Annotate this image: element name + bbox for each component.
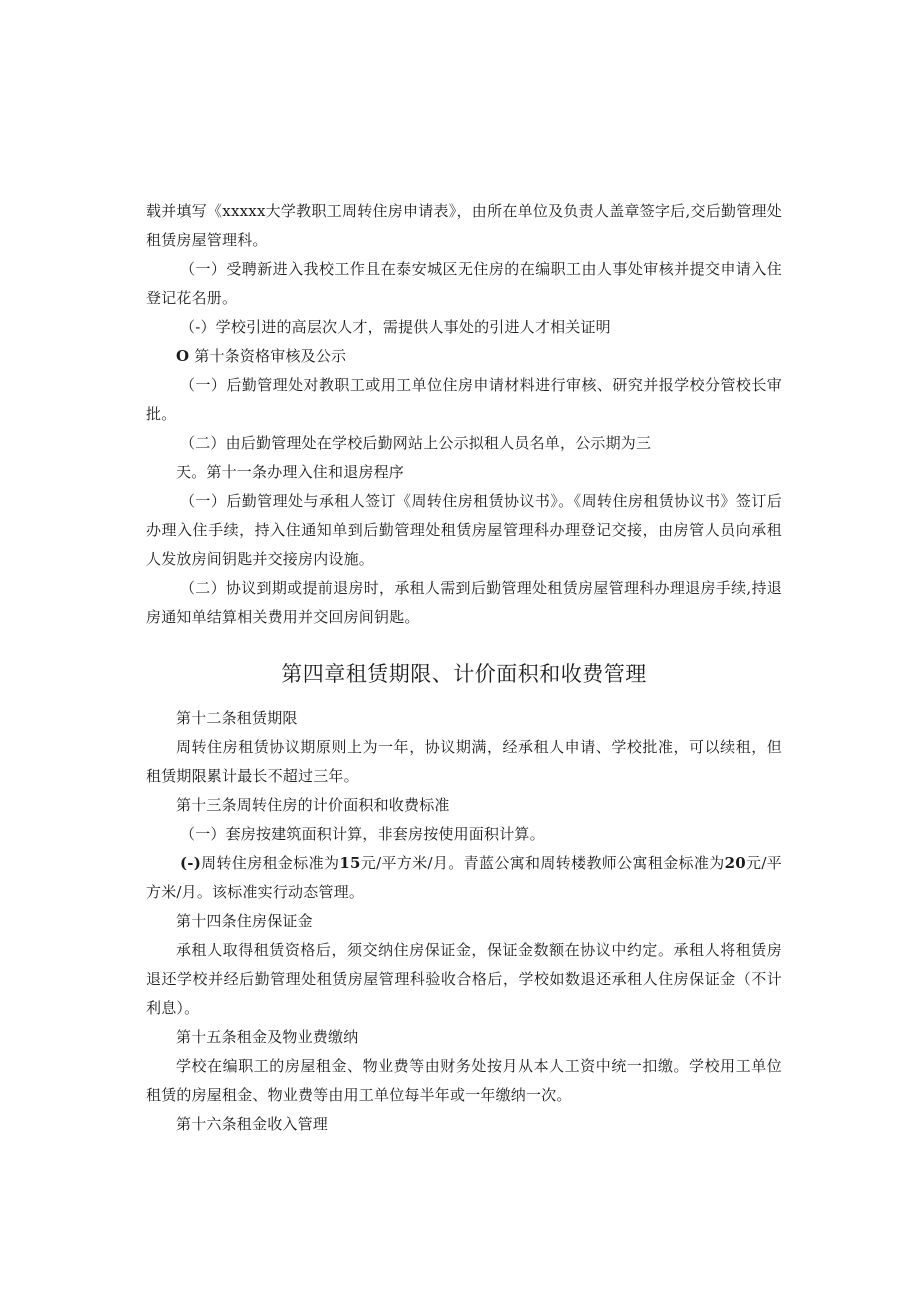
article-13-item-1: （一）套房按建筑面积计算，非套房按使用面积计算。 [180,825,545,843]
article-13-item-2 [146,849,782,907]
paragraph-publicity: （二）由后勤管理处在学校后勤网站上公示拟租人员名单，公示期为三 [180,434,652,452]
article-14-title: 第十四条住房保证金 [176,912,313,930]
paragraph-sign-agreement: （一）后勤管理处与承租人签订《周转住房租赁协议书》。《周转住房租赁协议书》签订后办理入住手续，持入住通知单到后勤管理处租赁房屋管理科办理登记交接，由房管人员向承租人发放房间钥匙并交接房内设施。 [146,492,782,568]
paragraph-new-staff: （一）受聘新进入我校工作且在泰安城区无住房的在编职工由人事处审核并提交申请入住登记花名册。 [146,260,782,307]
rent-rate-1: 15 [339,854,361,872]
stray-mark: O [176,347,190,365]
article-10-title [146,342,782,371]
item-2-text-2: 元/平方米/月。青蓝公寓和周转楼教师公寓租金标准为 [360,854,725,872]
paragraph-talent-proof: （-）学校引进的高层次人才，需提供人事处的引进人才相关证明 [180,318,611,336]
rent-rate-2: 20 [724,854,746,872]
article-12-body: 周转住房租赁协议期原则上为一年，协议期满，经承租人申请、学校批准，可以续租，但租赁期限累计最长不超过三年。 [146,738,782,785]
article-11-title: 天。第十一条办理入住和退房程序 [176,463,405,481]
chapter-title: 第四章租赁期限、计价面积和收费管理 [281,662,647,686]
item-2-text-1: 周转住房租金标准为 [201,854,340,872]
paragraph-review: （一）后勤管理处对教职工或用工单位住房申请材料进行审核、研究并报学校分管校长审批。 [146,376,782,423]
article-15-body: 学校在编职工的房屋租金、物业费等由财务处按月从本人工资中统一扣缴。学校用工单位租赁的房屋租金、物业费等由用工单位每半年或一年缴纳一次。 [146,1057,782,1104]
article-10-text: 第十条资格审核及公示 [194,347,347,365]
paragraph-application-form: 载并填写《xxxxx大学教职工周转住房申请表》，由所在单位及负责人盖章签字后,交后勤管理处租赁房屋管理科。 [146,202,782,249]
article-13-title: 第十三条周转住房的计价面积和收费标准 [176,796,450,814]
article-14-body: 承租人取得租赁资格后，须交纳住房保证金，保证金数额在协议中约定。承租人将租赁房退还学校并经后勤管理处租赁房屋管理科验收合格后，学校如数退还承租人住房保证金（不计利息）。 [146,941,782,1017]
document-page [146,197,782,1139]
paragraph-checkout: （二）协议到期或提前退房时，承租人需到后勤管理处租赁房屋管理科办理退房手续,持退房通知单结算相关费用并交回房间钥匙。 [146,579,782,626]
article-15-title: 第十五条租金及物业费缴纳 [176,1028,359,1046]
item-2-label: (-) [180,854,202,872]
article-16-title: 第十六条租金收入管理 [176,1115,329,1133]
article-12-title: 第十二条租赁期限 [176,709,298,727]
item-2-text-3: 元/平方米/月。该标准实行动态管理。 [146,854,782,901]
